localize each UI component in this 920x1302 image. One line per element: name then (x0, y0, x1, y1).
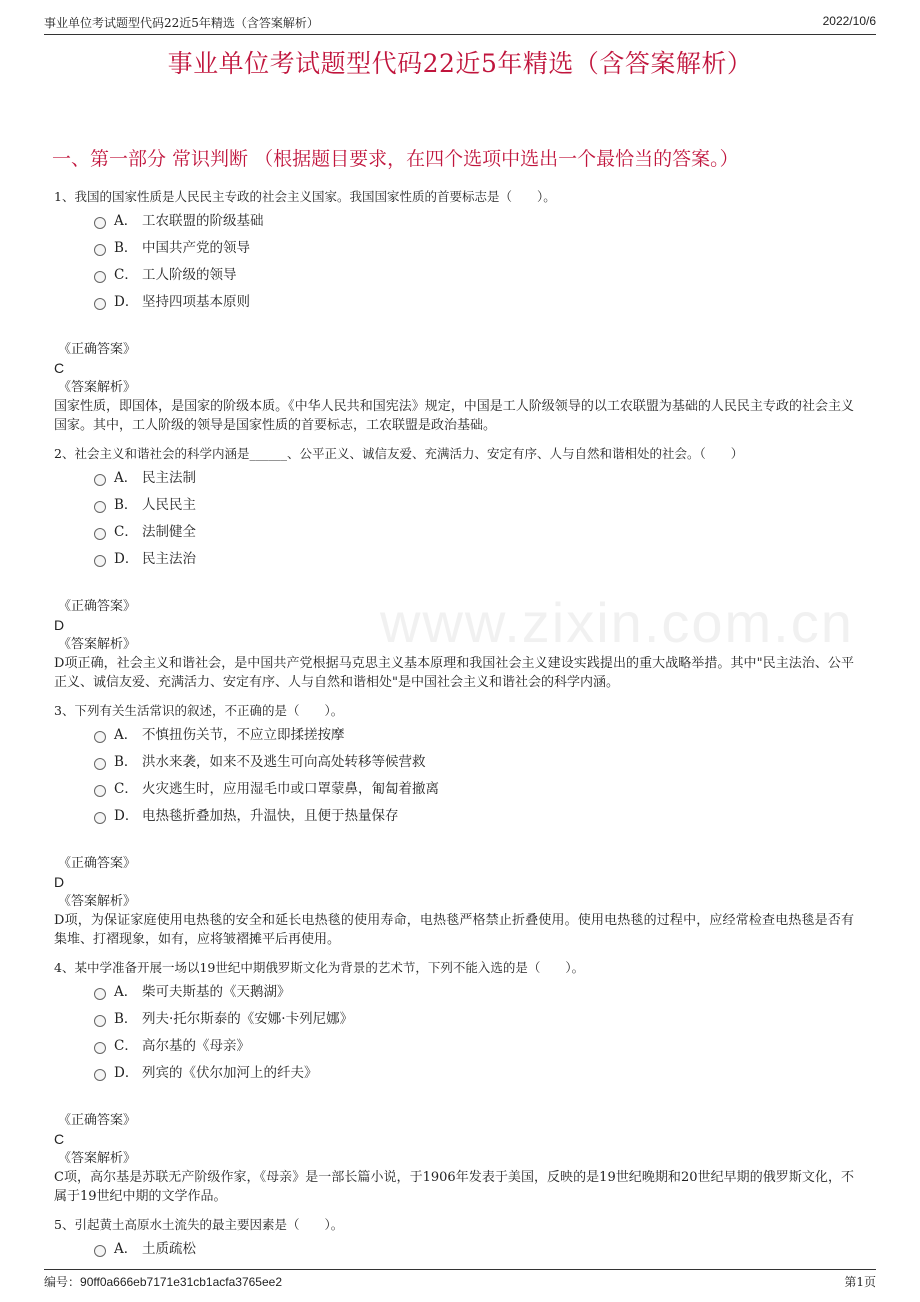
correct-answer-label: 《正确答案》 (58, 342, 137, 357)
option-letter: B． (114, 240, 138, 256)
explanation-text: 国家性质，即国体，是国家的阶级本质。《中华人民共和国宪法》规定，中国是工人阶级领导的以工农联盟为基础的人民民主专政的社会主义国家。其中，工人阶级的领导是国家性质的首要标志，工农联盟是政治基础。 (54, 399, 854, 433)
radio-icon[interactable] (94, 1069, 106, 1081)
correct-answer: D (54, 874, 65, 890)
option-b[interactable] (92, 235, 854, 262)
radio-icon[interactable] (94, 528, 106, 540)
option-text: 中国共产党的领导 (142, 240, 250, 256)
option-text: 电热毯折叠加热，升温快，且便于热量保存 (142, 808, 399, 824)
footer-code (44, 1273, 282, 1290)
radio-icon[interactable] (94, 555, 106, 567)
option-letter: A． (114, 470, 138, 486)
question-text: 3、下列有关生活常识的叙述，不正确的是（ ）。 (54, 703, 344, 718)
option-text: 土质疏松 (142, 1241, 196, 1257)
question-3 (54, 700, 854, 949)
option-d[interactable] (92, 803, 854, 830)
option-d[interactable] (92, 1060, 854, 1087)
correct-answer-label: 《正确答案》 (58, 856, 137, 871)
footer-code-label: 编号： (44, 1275, 81, 1289)
option-a[interactable] (92, 722, 854, 749)
option-text: 坚持四项基本原则 (142, 294, 250, 310)
option-b[interactable] (92, 1006, 854, 1033)
option-a[interactable] (92, 208, 854, 235)
option-b[interactable] (92, 749, 854, 776)
option-text: 洪水来袭，如来不及逃生可向高处转移等候营救 (142, 754, 426, 770)
radio-icon[interactable] (94, 758, 106, 770)
correct-answer: D (54, 617, 65, 633)
option-d[interactable] (92, 289, 854, 316)
explanation-text: D项，为保证家庭使用电热毯的安全和延长电热毯的使用寿命，电热毯严格禁止折叠使用。使用电热毯的过程中，应经常检查电热毯是否有集堆、打褶现象，如有，应将皱褶摊平后再使用。 (54, 913, 854, 947)
option-text: 列宾的《伏尔加河上的纤夫》 (142, 1065, 318, 1081)
option-a[interactable] (92, 1236, 854, 1263)
option-letter: B． (114, 1011, 138, 1027)
question-5 (54, 1214, 854, 1263)
radio-icon[interactable] (94, 271, 106, 283)
option-text: 法制健全 (142, 524, 196, 540)
option-letter: D． (114, 294, 139, 310)
page-footer (44, 1269, 876, 1292)
option-a[interactable] (92, 979, 854, 1006)
option-letter: C． (114, 781, 138, 797)
option-text: 工农联盟的阶级基础 (142, 213, 264, 229)
option-text: 人民民主 (142, 497, 196, 513)
question-1 (54, 186, 854, 435)
header-date: 2022/10/6 (822, 14, 876, 28)
radio-icon[interactable] (94, 1245, 106, 1257)
option-text: 高尔基的《母亲》 (142, 1038, 250, 1054)
footer-code-value: 90ff0a666eb7171e31cb1acfa3765ee2 (80, 1275, 282, 1289)
option-letter: C． (114, 524, 138, 540)
page-title: 事业单位考试题型代码22近5年精选（含答案解析） (167, 49, 753, 78)
option-d[interactable] (92, 546, 854, 573)
explanation-label: 《答案解析》 (58, 894, 137, 909)
radio-icon[interactable] (94, 731, 106, 743)
radio-icon[interactable] (94, 244, 106, 256)
radio-icon[interactable] (94, 217, 106, 229)
radio-icon[interactable] (94, 474, 106, 486)
option-letter: A． (114, 213, 138, 229)
option-c[interactable] (92, 1033, 854, 1060)
radio-icon[interactable] (94, 1042, 106, 1054)
option-text: 工人阶级的领导 (142, 267, 237, 283)
correct-answer-label: 《正确答案》 (58, 1113, 137, 1128)
option-letter: C． (114, 1038, 138, 1054)
explanation-label: 《答案解析》 (58, 637, 137, 652)
option-letter: D． (114, 808, 139, 824)
option-letter: D． (114, 551, 139, 567)
question-2 (54, 443, 854, 692)
option-letter: C． (114, 267, 138, 283)
correct-answer: C (54, 360, 65, 376)
option-text: 民主法制 (142, 470, 196, 486)
option-c[interactable] (92, 776, 854, 803)
radio-icon[interactable] (94, 298, 106, 310)
section-title: 一、第一部分 常识判断 （根据题目要求，在四个选项中选出一个最恰当的答案。） (52, 148, 739, 170)
option-letter: B． (114, 497, 138, 513)
explanation-label: 《答案解析》 (58, 380, 137, 395)
option-letter: A． (114, 984, 138, 1000)
option-text: 火灾逃生时，应用湿毛巾或口罩蒙鼻，匍匐着撤离 (142, 781, 439, 797)
page-header (44, 10, 876, 35)
option-a[interactable] (92, 465, 854, 492)
option-c[interactable] (92, 519, 854, 546)
option-text: 列夫·托尔斯泰的《安娜·卡列尼娜》 (142, 1011, 354, 1027)
question-text: 4、某中学准备开展一场以19世纪中期俄罗斯文化为背景的艺术节，下列不能入选的是（ ）。 (54, 960, 585, 975)
option-letter: B． (114, 754, 138, 770)
option-text: 不慎扭伤关节，不应立即揉搓按摩 (142, 727, 345, 743)
radio-icon[interactable] (94, 785, 106, 797)
option-b[interactable] (92, 492, 854, 519)
radio-icon[interactable] (94, 1015, 106, 1027)
question-text: 5、引起黄土高原水土流失的最主要因素是（ ）。 (54, 1217, 344, 1232)
option-text: 柴可夫斯基的《天鹅湖》 (142, 984, 291, 1000)
footer-page-number: 第1页 (844, 1275, 876, 1289)
option-c[interactable] (92, 262, 854, 289)
option-letter: A． (114, 1241, 138, 1257)
explanation-label: 《答案解析》 (58, 1151, 137, 1166)
question-4 (54, 957, 854, 1206)
correct-answer-label: 《正确答案》 (58, 599, 137, 614)
radio-icon[interactable] (94, 812, 106, 824)
option-letter: A． (114, 727, 138, 743)
explanation-text: D项正确，社会主义和谐社会，是中国共产党根据马克思主义基本原理和我国社会主义建设实践提出的重大战略举措。其中"民主法治、公平正义、诚信友爱、充满活力、安定有序、人与自然和谐相处"是中国社会主义和谐社会的科学内涵。 (54, 656, 854, 690)
watermark: www.zixin.com.cn (380, 591, 854, 654)
radio-icon[interactable] (94, 988, 106, 1000)
header-doc-title: 事业单位考试题型代码22近5年精选（含答案解析） (44, 16, 319, 30)
explanation-text: C项，高尔基是苏联无产阶级作家，《母亲》是一部长篇小说，于1906年发表于美国，反映的是19世纪晚期和20世纪早期的俄罗斯文化，不属于19世纪中期的文学作品。 (54, 1170, 854, 1204)
question-text: 1、我国的国家性质是人民民主专政的社会主义国家。我国国家性质的首要标志是（ ）。 (54, 189, 556, 204)
correct-answer: C (54, 1131, 65, 1147)
question-text: 2、社会主义和谐社会的科学内涵是______、公平正义、诚信友爱、充满活力、安定有序、人与自然和谐相处的社会。（ ） (54, 446, 744, 461)
question-list (54, 186, 854, 1263)
option-text: 民主法治 (142, 551, 196, 567)
radio-icon[interactable] (94, 501, 106, 513)
option-letter: D． (114, 1065, 139, 1081)
